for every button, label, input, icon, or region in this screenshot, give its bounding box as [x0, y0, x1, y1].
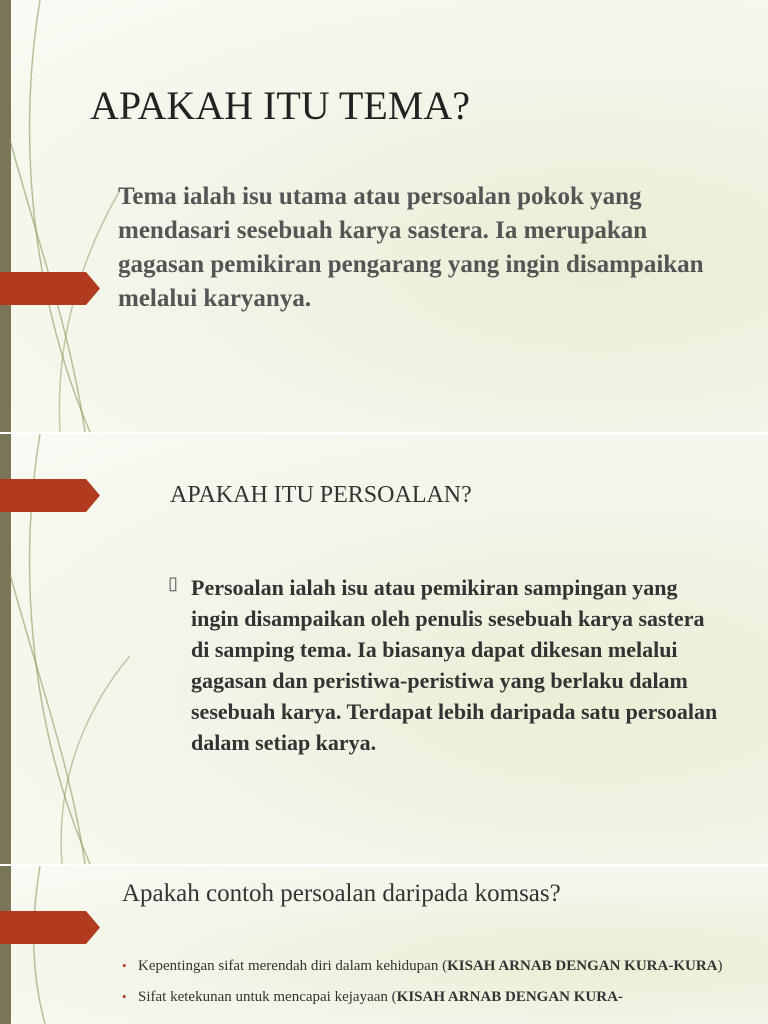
example-list [122, 956, 732, 1018]
item-text: Kepentingan sifat merendah diri dalam kehidupan ( [138, 958, 448, 974]
item-title: KISAH ARNAB DENGAN KURA-KURA [447, 958, 718, 974]
definition-text: Tema ialah isu utama atau persoalan pokok yang mendasari sesebuah karya sastera. Ia merupakan gagasan pemikiran pengarang yang ingin disampaikan melalui karyanya. [118, 183, 704, 312]
slide-title: Apakah contoh persoalan daripada komsas? [122, 880, 561, 907]
bullet-marker-icon: ▯ [168, 573, 178, 593]
list-item [122, 956, 732, 976]
red-arrow-flag [0, 911, 100, 944]
slide-title: APAKAH ITU PERSOALAN? [170, 482, 472, 508]
item-close: ) [717, 958, 723, 974]
bullet-dot-icon: • [122, 958, 127, 973]
slide-title: APAKAH ITU TEMA? [90, 83, 470, 128]
bullet-text: Persoalan ialah isu atau pemikiran sampingan yang ingin disampaikan oleh penulis sesebuah karya sastera di samping tema. Ia biasanya dapat dikesan melalui gagasan dan peristiwa-peristiwa yang berlaku dalam sesebuah karya. Terdapat lebih daripada satu persoalan dalam setiap karya. [191, 575, 718, 755]
bullet-dot-icon: • [122, 989, 127, 1004]
red-arrow-flag [0, 272, 100, 305]
item-title: KISAH ARNAB DENGAN KURA- [396, 989, 623, 1005]
bullet-item [168, 572, 728, 758]
red-arrow-flag [0, 479, 100, 512]
item-text: Sifat ketekunan untuk mencapai kejayaan ( [138, 989, 397, 1005]
decorative-swoosh [0, 866, 130, 1024]
decorative-swoosh [0, 0, 130, 432]
slide-3 [0, 866, 768, 1024]
slide-2 [0, 434, 768, 864]
slide-1 [0, 0, 768, 432]
list-item [122, 987, 732, 1007]
